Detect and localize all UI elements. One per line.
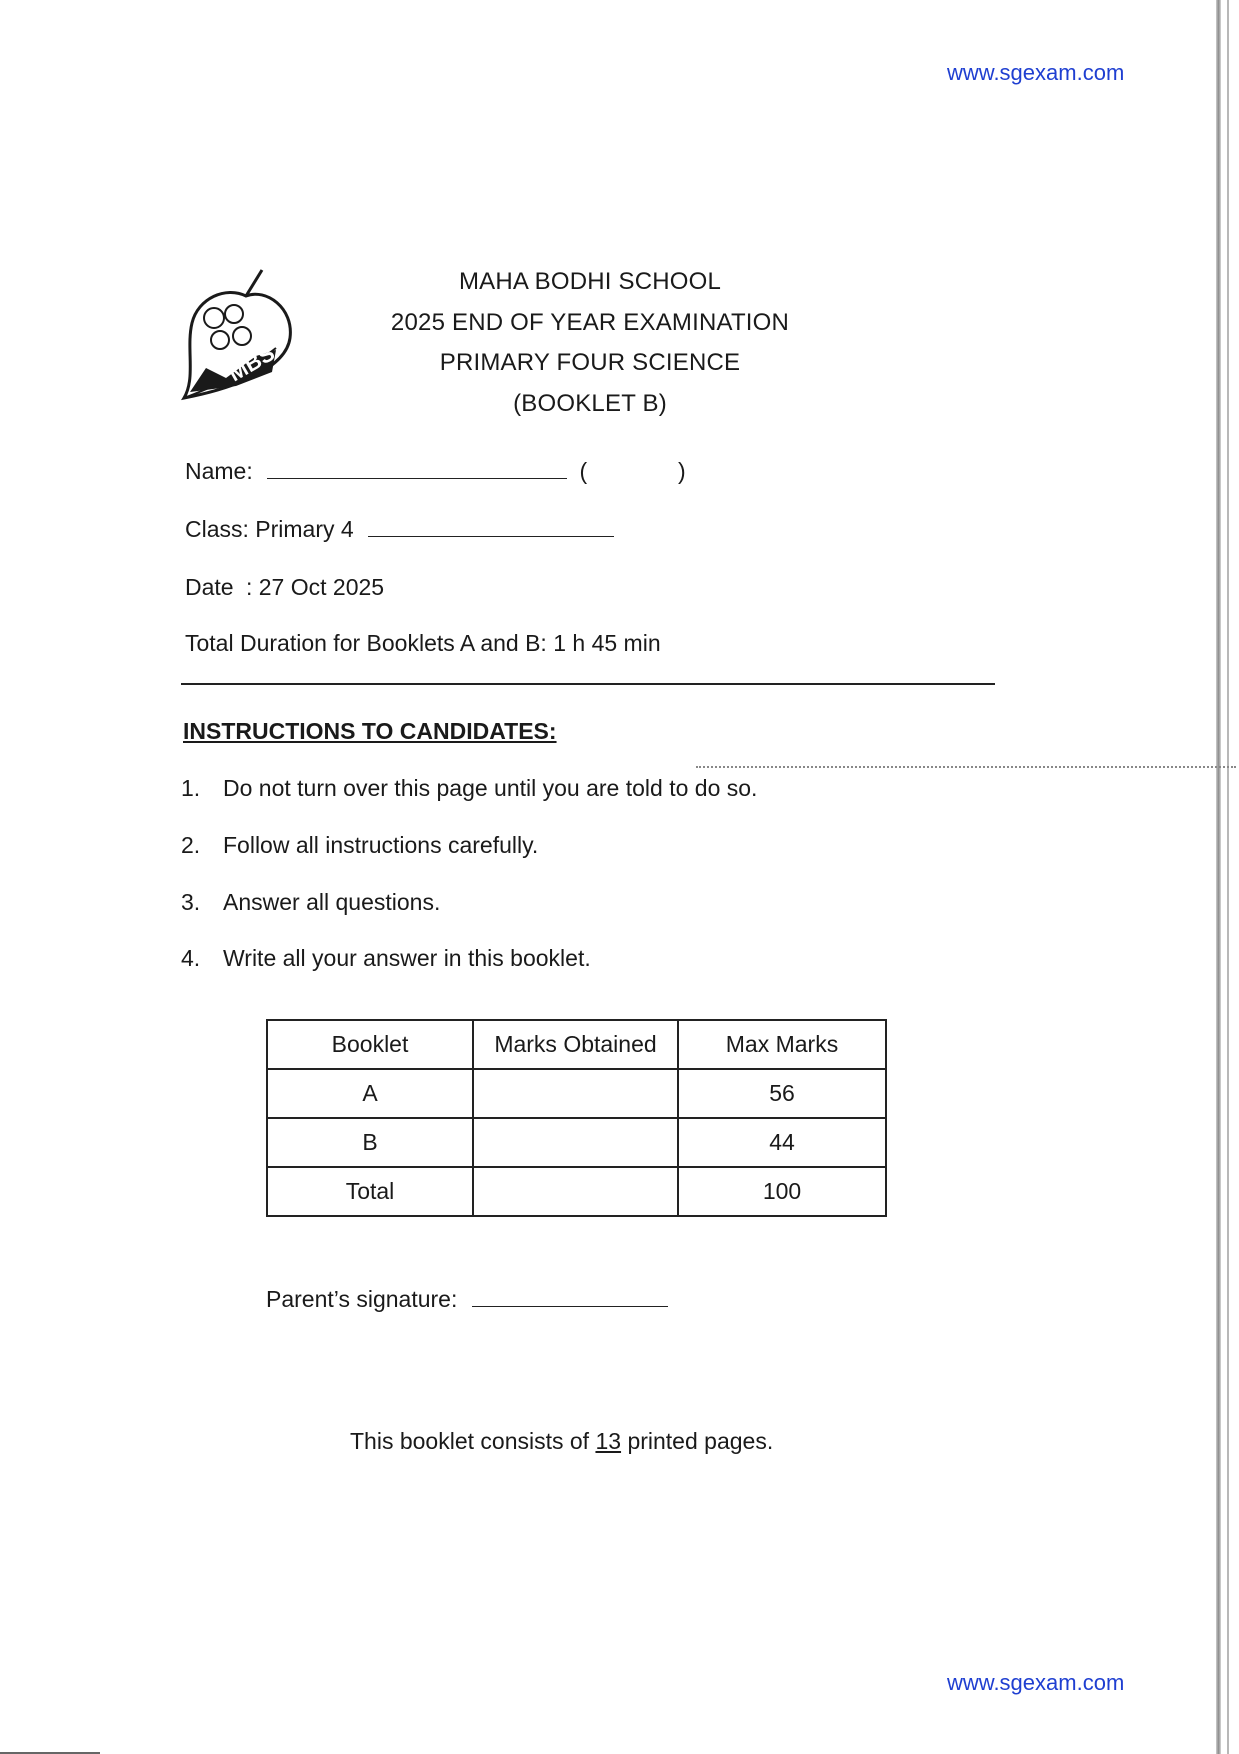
table-row	[267, 1118, 886, 1167]
header-max-marks: Max Marks	[678, 1020, 886, 1069]
marks-obtained-cell[interactable]	[473, 1069, 678, 1118]
instruction-number: 1.	[181, 775, 201, 801]
website-link-bottom[interactable]: www.sgexam.com	[947, 1670, 1125, 1695]
name-field-row	[185, 456, 686, 485]
logo-text: MBS	[224, 340, 279, 387]
date-field-row	[185, 574, 384, 601]
header-marks-obtained: Marks Obtained	[473, 1020, 678, 1069]
school-name: MAHA BODHI SCHOOL	[458, 268, 722, 295]
marks-table	[266, 1019, 887, 1217]
instruction-item	[181, 775, 757, 802]
booklet-cell: Total	[267, 1167, 473, 1216]
table-row	[267, 1167, 886, 1216]
scan-edge	[1216, 0, 1221, 1754]
page-count-suffix: printed pages.	[627, 1428, 774, 1454]
booklet-cell: B	[267, 1118, 473, 1167]
date-value: : 27 Oct 2025	[245, 574, 385, 600]
booklet-cell: A	[267, 1069, 473, 1118]
instruction-item	[181, 889, 440, 916]
parent-signature-line[interactable]	[472, 1284, 668, 1307]
booklet-title: (BOOKLET B)	[513, 390, 667, 417]
instruction-item	[181, 832, 538, 859]
table-header-row	[267, 1020, 886, 1069]
subject-title: PRIMARY FOUR SCIENCE	[439, 349, 741, 376]
table-row	[267, 1069, 886, 1118]
page-count-prefix: This booklet consists of	[350, 1428, 590, 1454]
max-marks-cell: 44	[678, 1118, 886, 1167]
instruction-text: Follow all instructions carefully.	[223, 832, 539, 858]
name-input-line[interactable]	[267, 456, 567, 479]
instruction-text: Do not turn over this page until you are told to do so.	[223, 775, 758, 801]
name-label: Name:	[185, 458, 253, 484]
instruction-text: Answer all questions.	[223, 889, 441, 915]
parent-signature-label: Parent’s signature:	[266, 1286, 458, 1312]
instructions-heading: INSTRUCTIONS TO CANDIDATES:	[183, 718, 557, 744]
instruction-item	[181, 945, 591, 972]
page-count-number: 13	[595, 1428, 622, 1454]
marks-obtained-cell[interactable]	[473, 1167, 678, 1216]
parent-signature-row	[266, 1284, 668, 1313]
header-booklet: Booklet	[267, 1020, 473, 1069]
class-input-line[interactable]	[368, 514, 614, 537]
scan-artifact-dotted-line	[696, 766, 1236, 768]
instruction-number: 3.	[181, 889, 201, 915]
max-marks-cell: 100	[678, 1167, 886, 1216]
scan-edge-shadow	[1227, 0, 1229, 1754]
total-duration: Total Duration for Booklets A and B: 1 h 45 min	[185, 630, 661, 656]
index-paren-open: (	[579, 458, 588, 484]
index-paren-close: )	[677, 458, 686, 484]
page-count-note	[350, 1428, 773, 1455]
instruction-number: 2.	[181, 832, 201, 858]
section-divider	[181, 683, 995, 685]
exam-title: 2025 END OF YEAR EXAMINATION	[390, 309, 790, 336]
class-field-row	[185, 514, 614, 543]
date-label: Date	[185, 574, 234, 600]
instruction-text: Write all your answer in this booklet.	[223, 945, 591, 971]
instruction-number: 4.	[181, 945, 201, 971]
website-link-top[interactable]: www.sgexam.com	[947, 60, 1125, 85]
marks-obtained-cell[interactable]	[473, 1118, 678, 1167]
class-label: Class: Primary 4	[185, 516, 354, 542]
max-marks-cell: 56	[678, 1069, 886, 1118]
